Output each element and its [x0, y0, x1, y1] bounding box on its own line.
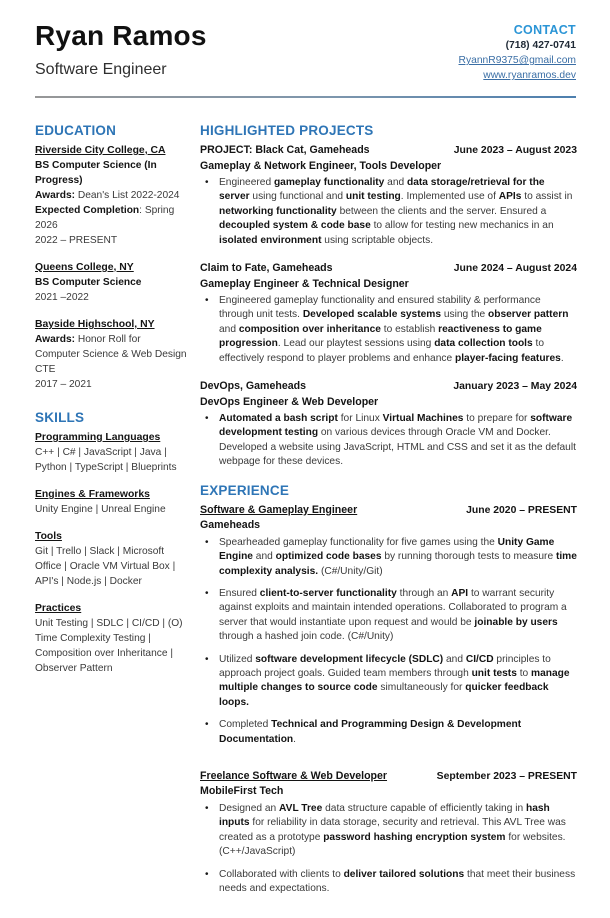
job-title: Freelance Software & Web Developer — [200, 769, 388, 782]
bullet-item: • Collaborated with clients to deliver tailored solutions that meet their business needs and expectations. — [200, 868, 577, 897]
contact-phone: (718) 427-0741 — [505, 40, 576, 51]
education-heading: EDUCATION — [35, 123, 117, 138]
school-dates: 2017 – 2021 — [35, 379, 92, 390]
project-title: Claim to Fate, Gameheads — [200, 262, 333, 275]
content-columns — [0, 123, 610, 918]
job-company: MobileFirst Tech — [200, 785, 284, 798]
contact-email-link[interactable]: RyannR9375@gmail.com — [458, 55, 576, 66]
school-detail: Awards: Dean's List 2022-2024 — [35, 190, 180, 201]
skill-group-name: Tools — [35, 531, 62, 542]
skill-group-name: Programming Languages — [35, 432, 161, 443]
job-title: Software & Gameplay Engineer — [200, 503, 358, 516]
skill-group — [35, 529, 188, 589]
projects-section — [200, 123, 577, 470]
bullet-item: • Engineered gameplay functionality and data storage/retrieval for the server using functional and unit testing. Implemented use of APIs to assist in networking functionality between the clients and the server. Ensured a decoupled system & code base to allow for testing new mechanics in an isolated environment using scriptable objects. — [200, 176, 577, 248]
skill-group-name: Engines & Frameworks — [35, 489, 150, 500]
header-divider — [35, 96, 576, 98]
resume-page — [0, 20, 610, 894]
project-bullets — [200, 412, 577, 470]
project-bullets — [200, 294, 577, 366]
school-name: Riverside City College, CA — [35, 145, 166, 156]
experience-entry — [200, 503, 577, 747]
page-title: Ryan Ramos — [35, 20, 207, 51]
skill-group — [35, 601, 188, 676]
school-name: Queens College, NY — [35, 262, 134, 273]
project-role: DevOps Engineer & Web Developer — [200, 395, 379, 408]
skill-group — [35, 487, 188, 517]
school-detail: Awards: Honor Roll for Computer Science & Web Design CTE — [35, 334, 187, 375]
school-detail: BS Computer Science (In Progress) — [35, 160, 157, 186]
experience-section — [200, 483, 577, 897]
skill-items: C++ | C# | JavaScript | Java | Python | TypeScript | Blueprints — [35, 447, 177, 473]
bullet-item: • Automated a bash script for Linux Virtual Machines to prepare for software development testing on various devices through Oracle VM and Docker. Developed a website using JavaScript, HTML and CSS and set it as the default webpage for these devices. — [200, 412, 577, 470]
project-role: Gameplay & Network Engineer, Tools Developer — [200, 159, 442, 172]
project-entry — [200, 261, 577, 366]
bullet-item: • Utilized software development lifecycle (SDLC) and CI/CD principles to approach project goals. Guided team members through unit tests to manage multiple changes to source code simultaneously for quicker feedback loops. — [200, 653, 577, 711]
contact-block — [459, 23, 576, 81]
skills-section — [35, 410, 188, 676]
skills-heading: SKILLS — [35, 410, 85, 425]
school-detail: BS Computer Science — [35, 277, 142, 288]
school-name: Bayside Highschool, NY — [35, 319, 155, 330]
bullet-item: • Spearheaded gameplay functionality for five games using the Unity Game Engine and optimized code bases by running thorough tests to measure time complexity analysis. (C#/Unity/Git) — [200, 536, 577, 579]
contact-heading: CONTACT — [513, 23, 576, 37]
education-section — [35, 123, 188, 392]
education-entry — [35, 317, 188, 392]
job-bullets — [200, 802, 577, 896]
bullet-item: • Completed Technical and Programming Design & Development Documentation. — [200, 718, 577, 747]
project-head — [200, 261, 577, 277]
skill-group — [35, 430, 188, 475]
job-bullets — [200, 536, 577, 747]
school-dates: 2021 –2022 — [35, 292, 89, 303]
job-company: Gameheads — [200, 519, 261, 532]
experience-heading: EXPERIENCE — [200, 482, 290, 498]
school-dates: 2022 – PRESENT — [35, 235, 118, 246]
left-column — [35, 123, 188, 688]
project-head — [200, 143, 577, 159]
school-detail: Expected Completion: Spring 2026 — [35, 205, 175, 231]
bullet-item: • Engineered gameplay functionality and ensured stability & performance through unit tests. Developed scalable systems using the observer pattern and composition over inheritance to establish reactiveness to game progression. Lead our playtest sessions using data collection tools to effectively respond to player problems and enhance player-facing features. — [200, 294, 577, 366]
job-date: September 2023 – PRESENT — [436, 770, 577, 782]
skill-group-name: Practices — [35, 603, 82, 614]
job-date: June 2020 – PRESENT — [466, 504, 577, 516]
contact-website-link[interactable]: www.ryanramos.dev — [483, 70, 576, 81]
education-entry — [35, 143, 188, 248]
right-column — [200, 123, 577, 918]
bullet-item: • Ensured client-to-server functionality through an API to warrant security against exploits and maintain intended operations. Collaborated to program a server that would instantiate upon request and would be joinable by users through a hashed join code. (C#/Unity) — [200, 587, 577, 645]
job-head — [200, 503, 577, 519]
project-date: June 2023 – August 2023 — [453, 145, 577, 156]
project-role: Gameplay Engineer & Technical Designer — [200, 277, 409, 290]
skill-items: Unity Engine | Unreal Engine — [35, 504, 166, 515]
project-title: PROJECT: Black Cat, Gameheads — [200, 144, 370, 156]
project-head — [200, 379, 577, 395]
project-title: DevOps, Gameheads — [200, 380, 306, 393]
projects-heading: HIGHLIGHTED PROJECTS — [200, 123, 374, 138]
project-date: June 2024 – August 2024 — [453, 263, 577, 275]
job-subtitle: Software Engineer — [35, 61, 167, 79]
header — [35, 20, 576, 81]
project-bullets — [200, 176, 577, 248]
bullet-item: • Designed an AVL Tree data structure capable of efficiently taking in hash inputs for reliability in data storage, security and retrieval. This AVL Tree was created as a prototype password hashing encryption system for websites. (C++/JavaScript) — [200, 802, 577, 860]
project-entry — [200, 143, 577, 248]
education-entry — [35, 260, 188, 305]
skill-items: Unit Testing | SDLC | CI/CD | (O) Time Complexity Testing | Composition over Inheritance | Observer Pattern — [35, 618, 183, 674]
experience-entry — [200, 769, 577, 896]
job-head — [200, 769, 577, 785]
header-left — [35, 20, 207, 79]
project-entry — [200, 379, 577, 470]
skill-items: Git | Trello | Slack | Microsoft Office | Oracle VM Virtual Box | API's | Node.js | Docker — [35, 546, 176, 587]
project-date: January 2023 – May 2024 — [453, 381, 577, 393]
